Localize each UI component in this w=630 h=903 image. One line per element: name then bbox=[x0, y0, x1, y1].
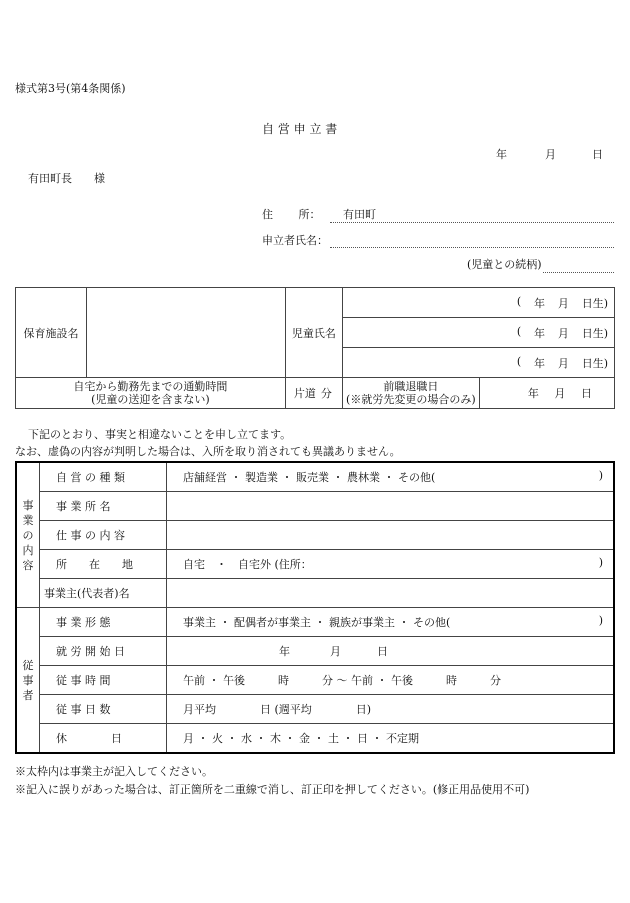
declaration-line-1: 下記のとおり、事実と相違ないことを申し立てます。 bbox=[28, 428, 292, 441]
work-days-label: 従 事 日 数 bbox=[40, 695, 167, 724]
office-name-label: 事 業 所 名 bbox=[40, 492, 167, 521]
name-label: 申立者氏名： bbox=[262, 234, 328, 247]
commute-label: 自宅から勤務先までの通勤時間 (児童の送迎を含まない) bbox=[16, 378, 286, 409]
owner-name-label: 事業主(代表者)名 bbox=[40, 579, 167, 608]
name-field[interactable] bbox=[330, 247, 614, 248]
note-1: ※太枠内は事業主が記入してください。 bbox=[15, 765, 213, 778]
child-row-3[interactable]: ( 年 月 日生) bbox=[342, 348, 614, 378]
work-content-field[interactable] bbox=[167, 521, 615, 550]
relation-label: (児童との続柄) bbox=[467, 258, 542, 271]
facility-field[interactable] bbox=[87, 288, 286, 378]
child-row-1[interactable]: ( 年 月 日生) bbox=[342, 288, 614, 318]
child-info-table bbox=[15, 287, 615, 409]
commute-field[interactable]: 片道 分 bbox=[285, 378, 342, 409]
location-options[interactable]: 自宅 ・ 自宅外 (住所： ) bbox=[167, 550, 615, 579]
form-number: 様式第3号(第4条関係) bbox=[15, 82, 126, 95]
business-type-label: 自 営 の 種 類 bbox=[40, 462, 167, 492]
holiday-label: 休 日 bbox=[40, 724, 167, 754]
addressee: 有田町長 様 bbox=[28, 172, 105, 185]
worker-section-label: 従事者 bbox=[16, 608, 40, 754]
child-name-label: 児童氏名 bbox=[285, 288, 342, 378]
date-year-label: 年 bbox=[496, 148, 507, 161]
facility-label: 保育施設名 bbox=[16, 288, 87, 378]
relation-field[interactable] bbox=[543, 272, 614, 273]
work-content-label: 仕 事 の 内 容 bbox=[40, 521, 167, 550]
address-label: 住 所： bbox=[262, 208, 321, 221]
prev-job-date-field[interactable]: 年 月 日 bbox=[479, 378, 614, 409]
date-month-label: 月 bbox=[545, 148, 556, 161]
address-value[interactable]: 有田町 bbox=[343, 208, 376, 221]
note-2: ※記入に誤りがあった場合は、訂正箇所を二重線で消し、訂正印を押してください。(修正用品使用不可) bbox=[15, 783, 530, 796]
declaration-line-2: なお、虚偽の内容が判明した場合は、入所を取り消されても異議ありません。 bbox=[15, 445, 401, 458]
business-form-label: 事 業 形 態 bbox=[40, 608, 167, 637]
start-date-field[interactable]: 年 月 日 bbox=[167, 637, 615, 666]
child-row-2[interactable]: ( 年 月 日生) bbox=[342, 318, 614, 348]
office-name-field[interactable] bbox=[167, 492, 615, 521]
business-form-options[interactable]: 事業主 ・ 配偶者が事業主 ・ 親族が事業主 ・ その他( ) bbox=[167, 608, 615, 637]
work-days-field[interactable]: 月平均 日 (週平均 日) bbox=[167, 695, 615, 724]
prev-job-label: 前職退職日 (※就労先変更の場合のみ) bbox=[342, 378, 479, 409]
holiday-options[interactable]: 月 ・ 火 ・ 水 ・ 木 ・ 金 ・ 土 ・ 日 ・ 不定期 bbox=[167, 724, 615, 754]
work-hours-field[interactable]: 午前 ・ 午後 時 分 〜 午前 ・ 午後 時 分 bbox=[167, 666, 615, 695]
location-label: 所 在 地 bbox=[40, 550, 167, 579]
owner-name-field[interactable] bbox=[167, 579, 615, 608]
date-day-label: 日 bbox=[592, 148, 603, 161]
business-table bbox=[15, 461, 615, 754]
work-hours-label: 従 事 時 間 bbox=[40, 666, 167, 695]
document-title: 自 営 申 立 書 bbox=[262, 122, 338, 136]
business-section-label: 事業の内容 bbox=[16, 462, 40, 608]
start-date-label: 就 労 開 始 日 bbox=[40, 637, 167, 666]
address-underline bbox=[330, 222, 614, 223]
business-type-options[interactable]: 店舗経営 ・ 製造業 ・ 販売業 ・ 農林業 ・ その他( ) bbox=[167, 462, 615, 492]
